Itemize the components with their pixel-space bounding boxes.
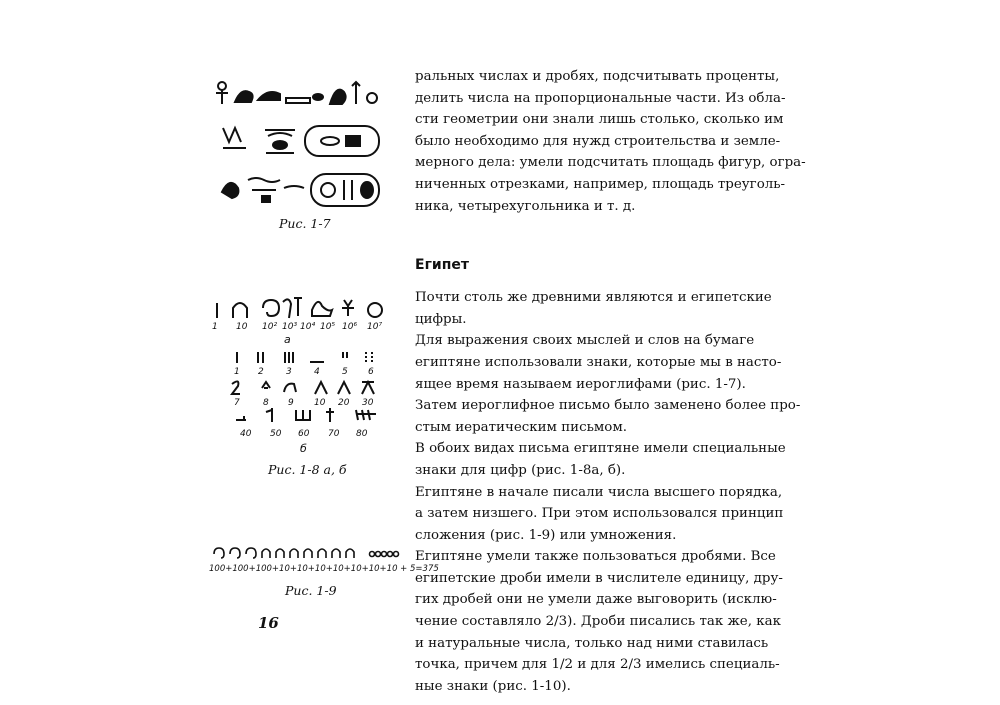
figure-1-8a-glyphs [217,298,382,318]
section-heading: Египет [415,257,469,274]
fig-1-7-caption: Рис. 1-7 [279,216,331,231]
fig-1-9-equation: 100+100+100+10+10+10+10+10+10+10 + 5=375 [209,564,439,574]
text-line: ниченных отрезками, например, площадь треуголь- [415,176,786,192]
fig-1-8a-label-10e3: 10³ [282,322,298,332]
hieroglyph-row-2 [223,126,379,156]
figure-1-9-glyphs [214,548,399,558]
text-line: чение составляло 2/3). Дроби писались так же, как [415,614,781,630]
fig-1-8a-label-10e6: 10⁶ [342,322,358,332]
fig-1-8b-label: 1 [234,367,240,377]
section-body [415,287,801,697]
fig-1-8a-label-10e7: 10⁷ [367,322,383,332]
text-line: сложения (рис. 1-9) или умножения. [415,527,677,543]
fig-1-8b-label: 40 [240,429,252,439]
fig-1-8b-label: 8 [263,398,269,408]
fig-1-8a-label-1: 1 [212,322,218,332]
text-line: было необходимо для нужд строительства и земле- [415,133,781,149]
text-line: сти геометрии они знали лишь столько, сколько им [415,112,784,128]
page-number: 16 [258,614,279,632]
fig-1-8b-label: 2 [258,367,264,377]
text-line: и натуральные числа, только над ними ставилась [415,635,769,651]
fig-1-8a-label-10e4: 10⁴ [300,322,316,332]
hieroglyph-row-3 [222,174,379,206]
fig-1-8a-letter: а [284,333,291,346]
text-line: Для выражения своих мыслей и слов на бумаге [415,333,755,349]
fig-1-8b-label: 3 [286,367,292,377]
fig-1-8b-label: 4 [314,367,320,377]
fig-1-8b-label: 50 [270,429,282,439]
fig-1-8a-label-10e5: 10⁵ [320,322,336,332]
hieroglyph-row-1 [216,82,377,104]
fig-1-8b-label: 7 [234,398,240,408]
text-line: Затем иероглифное письмо было заменено более про- [415,398,801,414]
text-column [415,66,806,697]
fig-1-8b-label: 6 [368,367,374,377]
text-line: ные знаки (рис. 1-10). [415,678,571,694]
fig-1-8b-label: 5 [342,367,348,377]
text-line: египтяне использовали знаки, которые мы в насто- [415,354,782,370]
figure-1-8b-glyphs [232,352,376,422]
fig-1-8b-letter: б [300,442,307,455]
fig-1-9-caption: Рис. 1-9 [285,583,337,598]
fig-1-8b-label: 70 [328,429,340,439]
text-line: стым иератическим письмом. [415,419,628,435]
text-line: ящее время называем иероглифами (рис. 1-7). [415,376,746,392]
text-line: Египтяне в начале писали числа высшего порядка, [415,484,783,500]
fig-1-8a-label-10e2: 10² [262,322,278,332]
fig-1-8a-label-10: 10 [236,322,248,332]
text-line: цифры. [415,311,467,327]
text-line: Египтяне умели также пользоваться дробями. Все [415,549,776,565]
text-line: а затем низшего. При этом использовался принцип [415,506,784,522]
fig-1-8b-label: 60 [298,429,310,439]
text-line: точка, причем для 1/2 и для 2/3 имелись специаль- [415,657,780,673]
text-line: В обоих видах письма египтяне имели специальные [415,441,786,457]
text-line: ральных числах и дробях, подсчитывать проценты, [415,69,780,84]
text-line: знаки для цифр (рис. 1-8а, б). [415,462,626,478]
text-line: гих дробей они не умели даже выговорить (исклю- [415,592,777,608]
text-line: египетские дроби имели в числителе единицу, дру- [415,570,783,586]
text-line: Почти столь же древними являются и египетские [415,290,772,306]
text-line: мерного дела: умели подсчитать площадь фигур, огра- [415,155,806,171]
fig-1-8b-label: 9 [288,398,294,408]
text-line: ника, четырехугольника и т. д. [415,198,636,214]
fig-1-8b-label: 10 [314,398,326,408]
fig-1-8b-label: 30 [362,398,374,408]
fig-1-8-caption: Рис. 1-8 а, б [268,462,347,477]
text-line: делить числа на пропорциональные части. Из обла- [415,90,786,106]
fig-1-8b-label: 80 [356,429,368,439]
intro-paragraph [415,66,806,217]
fig-1-8b-label: 20 [338,398,350,408]
